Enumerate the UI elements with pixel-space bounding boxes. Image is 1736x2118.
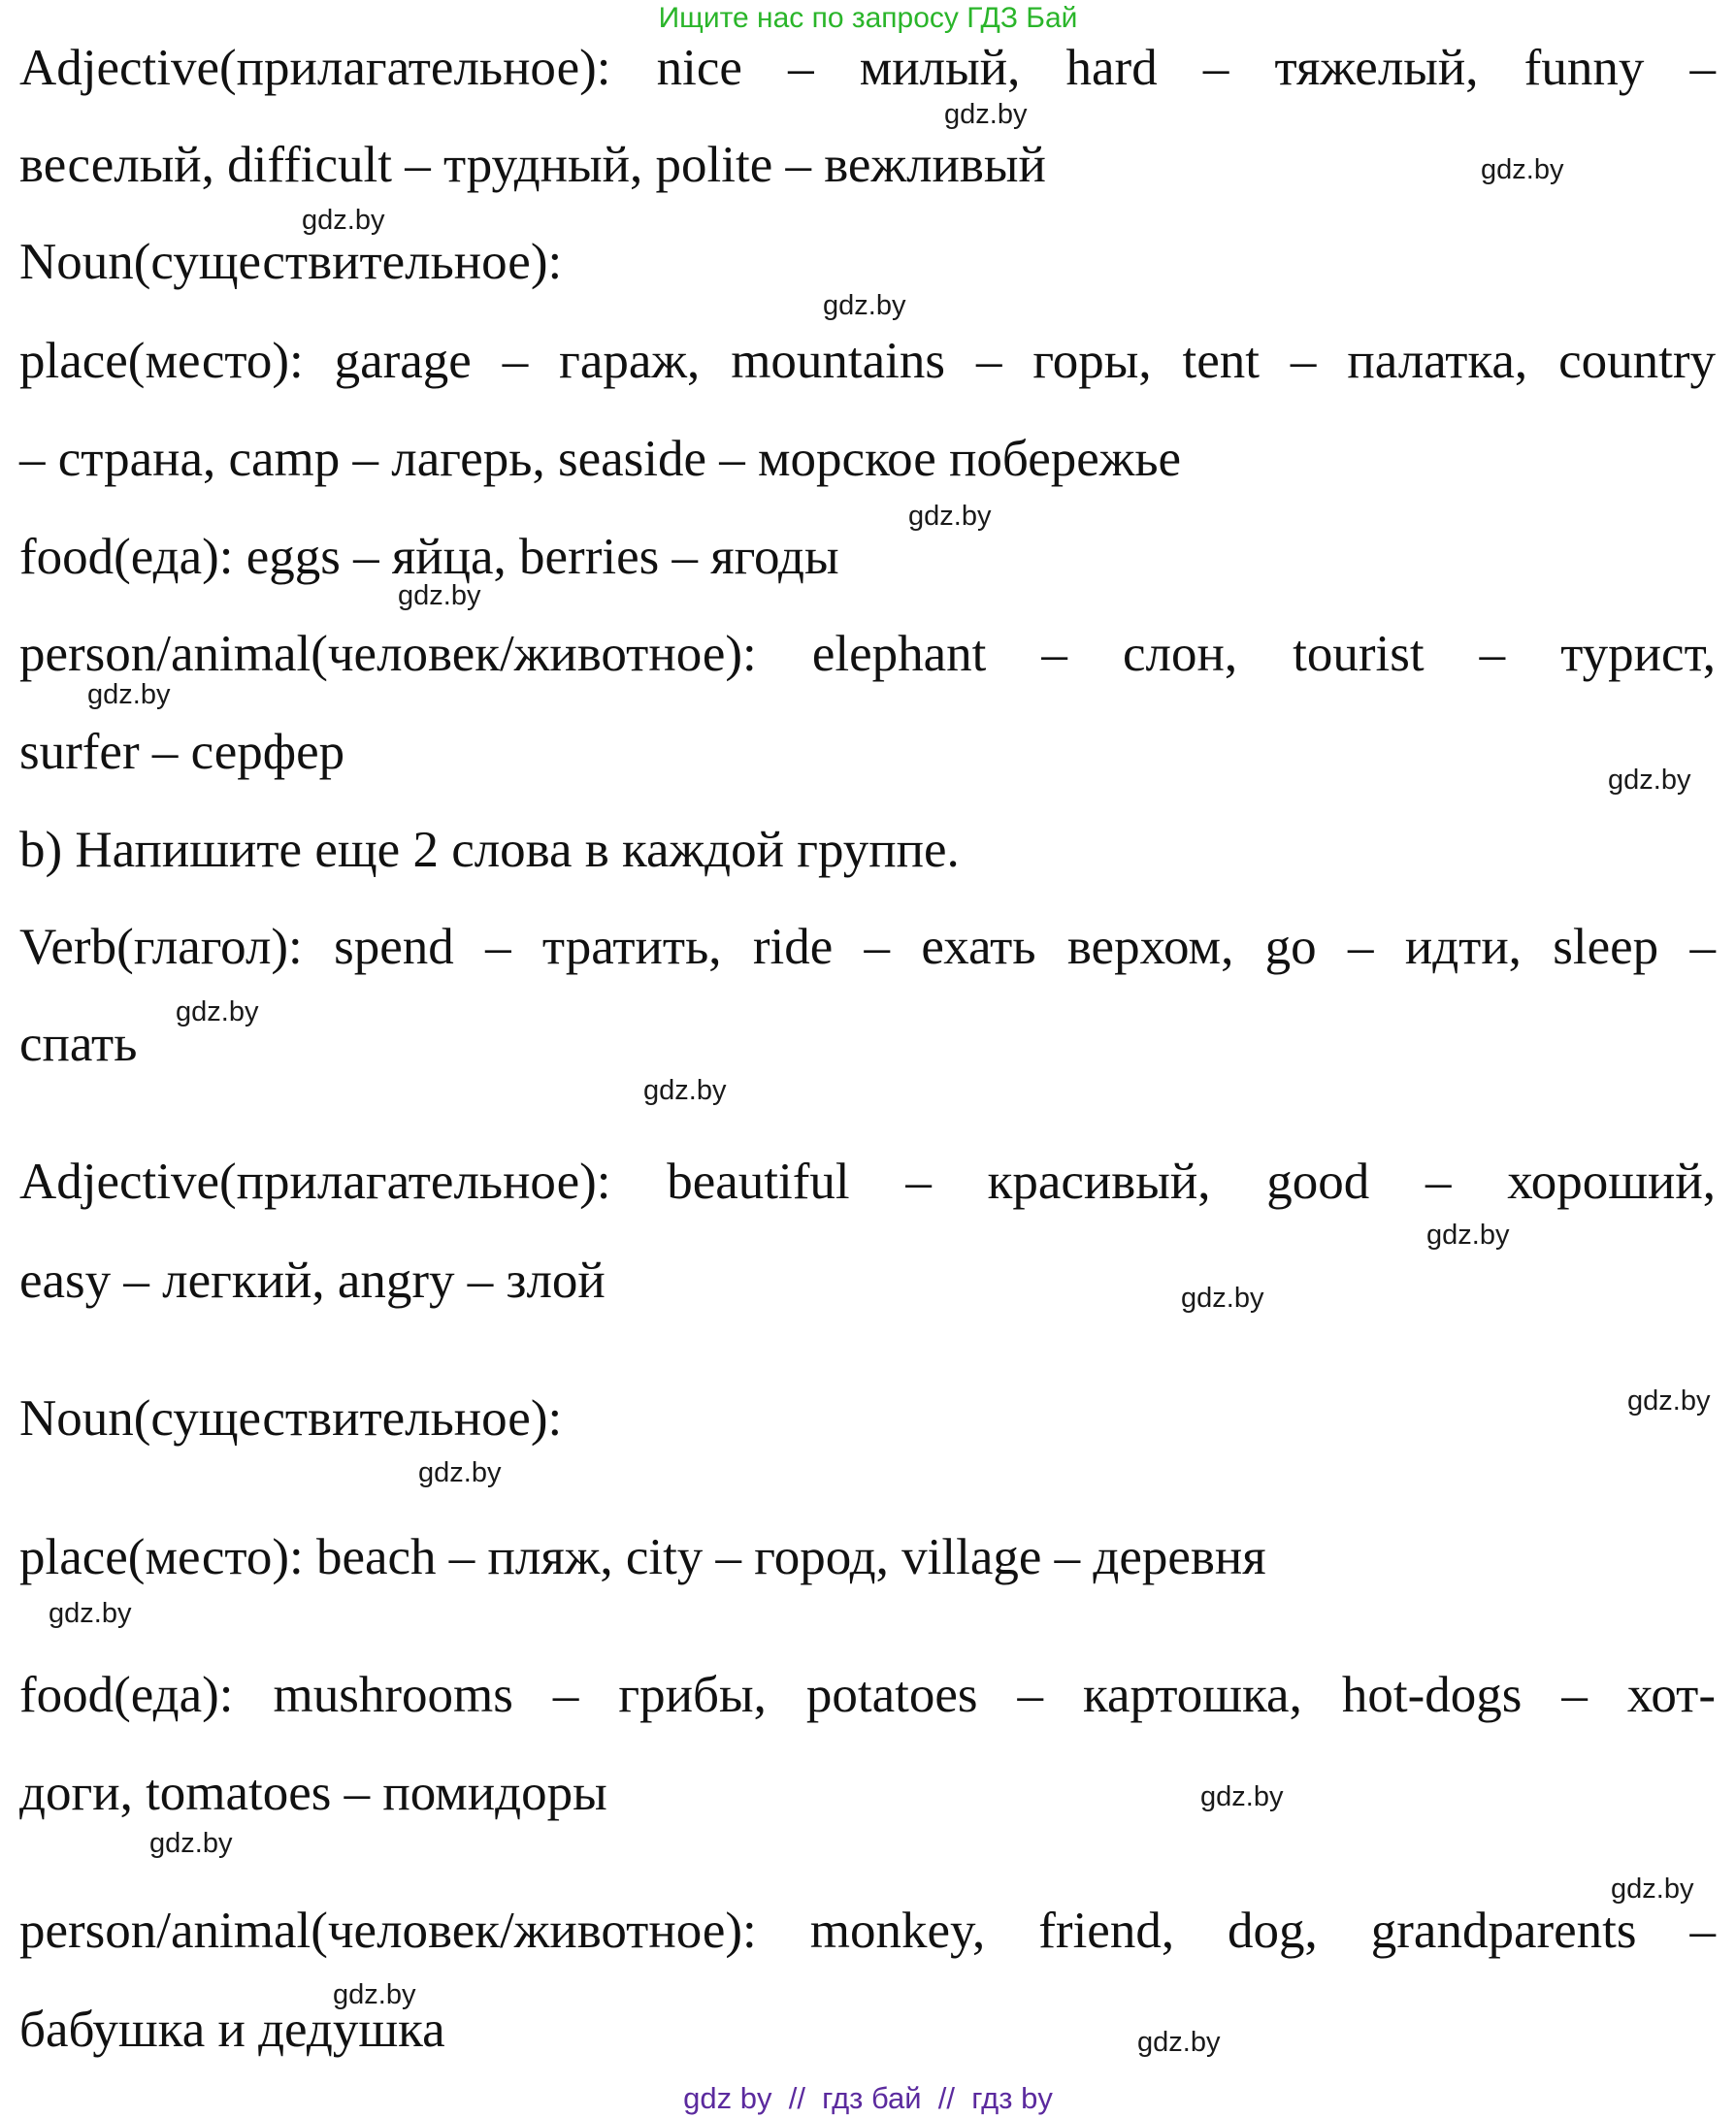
watermark: gdz.by xyxy=(1137,2027,1221,2058)
text-line-10: Verb(глагол): spend – тратить, ride – ехать верхом, go – идти, sleep – xyxy=(19,919,1716,975)
watermark: gdz.by xyxy=(1627,1385,1711,1417)
text-line-12: Adjective(прилагательное): beautiful – красивый, good – хороший, xyxy=(19,1154,1716,1210)
text-line-18: person/animal(человек/животное): monkey, friend, dog, grandparents – xyxy=(19,1903,1716,1959)
text-line-2: веселый, difficult – трудный, polite – вежливый xyxy=(19,137,1046,193)
watermark: gdz.by xyxy=(1611,1874,1694,1905)
text-line-17: доги, tomatoes – помидоры xyxy=(19,1765,607,1821)
watermark: gdz.by xyxy=(176,996,259,1027)
header-search-hint[interactable]: Ищите нас по запросу ГДЗ Бай xyxy=(658,2,1078,34)
text-line-4: place(место): garage – гараж, mountains – горы, tent – палатка, country xyxy=(19,333,1716,389)
watermark: gdz.by xyxy=(87,679,171,710)
watermark: gdz.by xyxy=(149,1828,233,1859)
text-line-14: Noun(существительное): xyxy=(19,1390,563,1447)
text-line-13: easy – легкий, angry – злой xyxy=(19,1253,606,1309)
watermark: gdz.by xyxy=(1481,154,1564,185)
text-line-16: food(еда): mushrooms – грибы, potatoes – картошка, hot-dogs – хот- xyxy=(19,1667,1716,1723)
text-line-9: b) Напишите еще 2 слова в каждой группе. xyxy=(19,822,960,878)
text-line-1: Adjective(прилагательное): nice – милый, hard – тяжелый, funny – xyxy=(19,40,1716,96)
text-line-11: спать xyxy=(19,1016,138,1072)
text-line-6: food(еда): eggs – яйца, berries – ягоды xyxy=(19,529,839,585)
footer-links[interactable]: gdz by // гдз бай // гдз by xyxy=(683,2081,1053,2115)
text-line-7: person/animal(человек/животное): elephant – слон, tourist – турист, xyxy=(19,626,1716,682)
watermark: gdz.by xyxy=(643,1075,727,1106)
watermark: gdz.by xyxy=(1200,1781,1284,1812)
watermark: gdz.by xyxy=(398,580,481,611)
watermark: gdz.by xyxy=(418,1457,502,1488)
watermark: gdz.by xyxy=(302,205,385,236)
watermark: gdz.by xyxy=(908,501,992,532)
text-line-15: place(место): beach – пляж, city – город, village – деревня xyxy=(19,1529,1266,1585)
watermark: gdz.by xyxy=(823,290,906,321)
watermark: gdz.by xyxy=(333,1979,416,2010)
text-line-8: surfer – серфер xyxy=(19,724,345,780)
text-line-5: – страна, camp – лагерь, seaside – морское побережье xyxy=(19,431,1182,487)
watermark: gdz.by xyxy=(49,1598,132,1629)
watermark: gdz.by xyxy=(1608,765,1691,796)
text-line-3: Noun(существительное): xyxy=(19,234,563,290)
watermark: gdz.by xyxy=(944,99,1028,130)
text-line-19: бабушка и дедушка xyxy=(19,2002,445,2058)
watermark: gdz.by xyxy=(1181,1283,1264,1314)
watermark: gdz.by xyxy=(1426,1220,1510,1251)
